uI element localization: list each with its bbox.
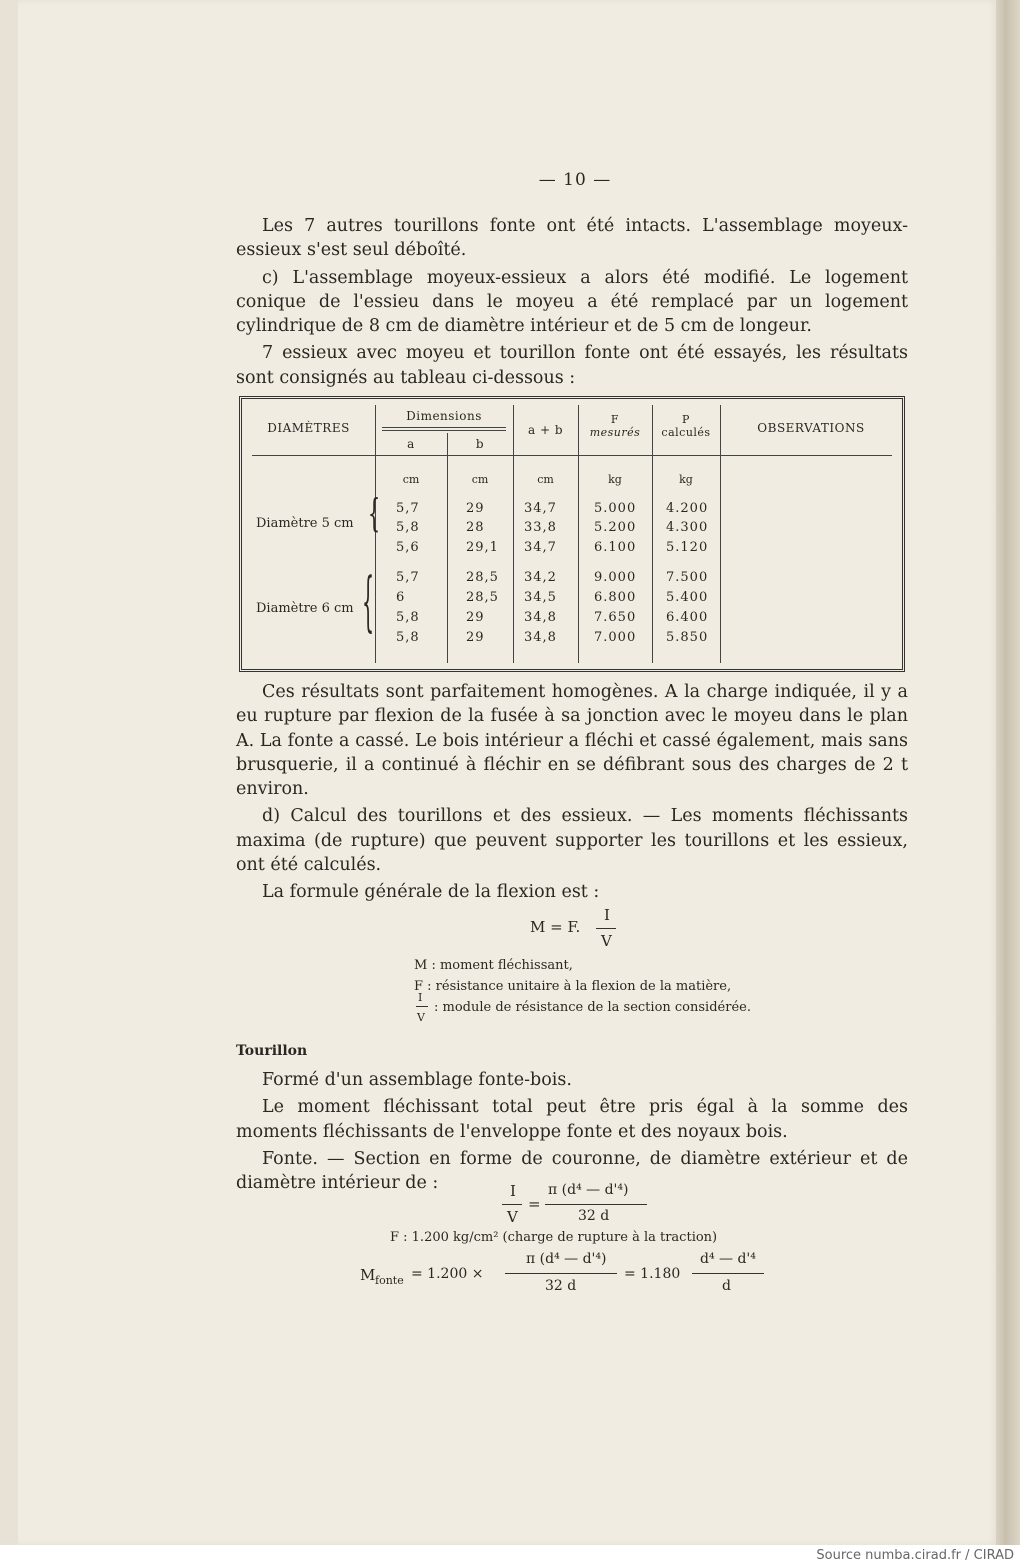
formula1-den: V — [601, 932, 612, 950]
formula3-eq2: = 1.180 — [624, 1266, 681, 1282]
formula3-lhs-sub: fonte — [375, 1274, 404, 1287]
cell-f: 7.000 — [594, 630, 637, 645]
cell-b: 28 — [466, 520, 485, 535]
formula3-eq1: = 1.200 × — [411, 1266, 484, 1282]
page-gutter — [996, 0, 1020, 1545]
cell-a: 6 — [396, 590, 406, 605]
cell-a: 5,7 — [396, 570, 420, 585]
cell-a-plus-b: 34,7 — [524, 501, 557, 516]
unit-f: kg — [608, 473, 622, 486]
table-vline — [720, 405, 721, 663]
cell-p: 4.200 — [666, 501, 709, 516]
formula3-bar1 — [505, 1273, 617, 1274]
cell-a-plus-b: 34,7 — [524, 540, 557, 555]
formula2-eq: = — [528, 1195, 541, 1213]
source-credit: Source numba.cirad.fr / CIRAD — [816, 1548, 1014, 1563]
bottom-text — [236, 1068, 908, 1195]
table-hline — [252, 455, 892, 456]
cell-a-plus-b: 34,8 — [524, 610, 557, 625]
formula1-num: I — [604, 906, 610, 924]
group-label-5cm: Diamètre 5 cm — [256, 516, 354, 531]
unit-p: kg — [679, 473, 693, 486]
paragraph-calcul: d) Calcul des tourillons et des essieux. — Les moments fléchissants maxima (de rupture) que peuvent supporter les tourillons et les essieux, ont été calculés. — [236, 806, 908, 876]
cell-a-plus-b: 34,8 — [524, 630, 557, 645]
definitions — [414, 955, 751, 1024]
cell-b: 29 — [466, 610, 485, 625]
unit-a: cm — [402, 473, 420, 486]
cell-a-plus-b: 34,2 — [524, 570, 557, 585]
cell-b: 29,1 — [466, 540, 499, 555]
formula2-rhs-den: 32 d — [578, 1208, 610, 1224]
formula3-den2: d — [722, 1278, 731, 1294]
cell-f: 7.650 — [594, 610, 637, 625]
header-observations: OBSERVATIONS — [757, 421, 865, 435]
cell-f: 5.000 — [594, 501, 637, 516]
formula2-rhs-num: π (d⁴ — d'⁴) — [548, 1182, 629, 1198]
cell-p: 5.400 — [666, 590, 709, 605]
cell-a: 5,8 — [396, 610, 420, 625]
cell-a: 5,6 — [396, 540, 420, 555]
cell-p: 4.300 — [666, 520, 709, 535]
header-a: a — [407, 437, 415, 451]
cell-p: 5.120 — [666, 540, 709, 555]
formula3-num2: d⁴ — d'⁴ — [700, 1251, 756, 1267]
header-diametres: DIAMÈTRES — [267, 421, 350, 435]
cell-a: 5,8 — [396, 520, 420, 535]
formula2-rhs-bar — [545, 1204, 647, 1205]
f-line: F : 1.200 kg/cm² (charge de rupture à la traction) — [390, 1230, 718, 1245]
table-vline — [652, 405, 653, 663]
group-label-6cm: Diamètre 6 cm — [256, 601, 354, 616]
table-hline — [382, 430, 506, 431]
table-hline — [382, 427, 506, 428]
cell-p: 5.850 — [666, 630, 709, 645]
formula2-lhs-num: I — [510, 1182, 516, 1200]
def-iv — [414, 991, 751, 1024]
top-text — [236, 214, 908, 390]
cell-f: 6.800 — [594, 590, 637, 605]
cell-p: 6.400 — [666, 610, 709, 625]
brace-5cm: { — [368, 491, 381, 535]
header-p: P — [682, 413, 690, 426]
cell-a-plus-b: 34,5 — [524, 590, 557, 605]
header-dimensions: Dimensions — [406, 409, 482, 423]
cell-b: 29 — [466, 630, 485, 645]
formula3-den1: 32 d — [545, 1278, 577, 1294]
cell-b: 29 — [466, 501, 485, 516]
page-number: — 10 — — [538, 170, 612, 190]
table-vline — [513, 405, 514, 663]
cell-a-plus-b: 33,8 — [524, 520, 557, 535]
cell-f: 9.000 — [594, 570, 637, 585]
def-f: F : résistance unitaire à la flexion de la matière, — [414, 979, 732, 994]
table-vline — [447, 433, 448, 663]
unit-a-plus-b: cm — [537, 473, 554, 486]
paragraph-2: c) L'assemblage moyeux-essieux a alors été modifié. Le logement conique de l'essieu dans le moyeu a été remplacé par un logement cylindrique de 8 cm de diamètre intérieur et de 5 cm de longeur. — [236, 267, 908, 337]
cell-a: 5,7 — [396, 501, 420, 516]
results-table — [239, 396, 905, 672]
def-m: M : moment fléchissant, — [414, 958, 573, 973]
def-frac-num: I — [418, 991, 423, 1004]
cell-f: 5.200 — [594, 520, 637, 535]
header-p-sub: calculés — [661, 426, 711, 439]
formula3-num1: π (d⁴ — d'⁴) — [526, 1251, 607, 1267]
cell-f: 6.100 — [594, 540, 637, 555]
paragraph-formule: La formule générale de la flexion est : — [262, 882, 600, 903]
formula3-bar2 — [692, 1273, 764, 1274]
formula2-lhs-den: V — [507, 1208, 518, 1226]
paragraph-moment: Le moment fléchissant total peut être pris égal à la somme des moments fléchissants de l'enveloppe fonte et des noyaux bois. — [236, 1097, 908, 1142]
cell-p: 7.500 — [666, 570, 709, 585]
paragraph-fonte: Fonte. — Section en forme de couronne, de diamètre extérieur et de diamètre intérieur de : — [236, 1148, 908, 1194]
middle-text — [236, 680, 908, 905]
def-iv-text: : module de résistance de la section considérée. — [434, 1000, 751, 1015]
formula2-lhs-bar — [502, 1204, 522, 1205]
header-b: b — [475, 437, 485, 451]
cell-a: 5,8 — [396, 630, 420, 645]
formula3-lhs: M — [360, 1266, 376, 1284]
paragraph-forme: Formé d'un assemblage fonte-bois. — [262, 1070, 572, 1090]
header-a-plus-b: a + b — [527, 423, 564, 437]
table-vline — [578, 405, 579, 663]
heading-tourillon: Tourillon — [236, 1043, 308, 1059]
formula1-lhs: M = F. — [530, 918, 581, 936]
header-f: F — [610, 413, 620, 426]
paragraph-results: Ces résultats sont parfaitement homogènes. A la charge indiquée, il y a eu rupture par flexion de la fusée à sa jonction avec le moyeu dans le plan A. La fonte a cassé. Le bois intérieur a fléchi et cassé également, mais sans brusquerie, il a continué à fléchir en se défibrant sous des charges de 2 t environ. — [236, 682, 908, 800]
cell-b: 28,5 — [466, 570, 499, 585]
paragraph-3: 7 essieux avec moyeu et tourillon fonte ont été essayés, les résultats sont consignés au tableau ci-dessous : — [236, 343, 908, 388]
formula1-bar — [596, 928, 616, 929]
cell-b: 28,5 — [466, 590, 499, 605]
header-f-sub: mesurés — [589, 426, 641, 439]
unit-b: cm — [471, 473, 489, 486]
def-frac-den: V — [417, 1011, 425, 1024]
paragraph-1: Les 7 autres tourillons fonte ont été intacts. L'assemblage moyeux-essieux s'est seul déboîté. — [236, 216, 908, 261]
brace-6cm: { — [362, 563, 375, 639]
